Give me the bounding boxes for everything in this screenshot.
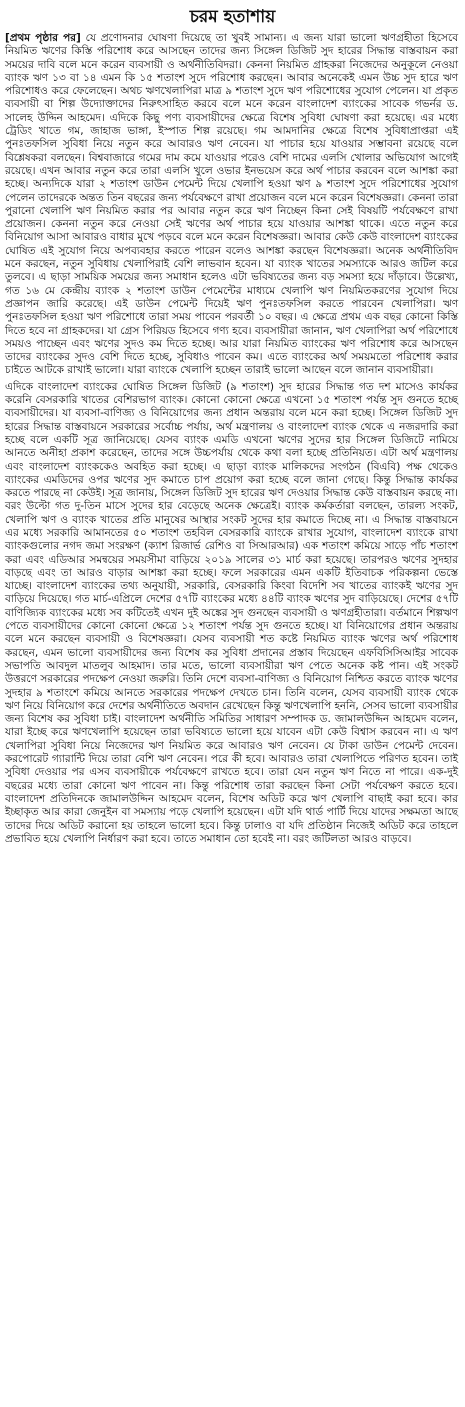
paragraph-2: এদিকে বাংলাদেশ ব্যাংকের ঘোষিত সিঙ্গেল ডিজিট (৯ শতাংশ) সুদ হারের সিদ্ধান্ত গত দশ মাসেও কার্যকর করেনি বেসরকারি খাতের বেশিরভাগ ব্যাংক। কোনো কোনো ক্ষেত্রে এখনো ১৫ শতাংশ পর্যন্ত সুদ গুনতে হচ্ছে ব্যবসায়ীদের। যা ব্যবসা-বাণিজ্য ও বিনিয়োগের জন্য প্রধান অন্তরায় বলে মনে করা হচ্ছে। সিঙ্গেল ডিজিট সুদ হারের সিদ্ধান্ত বাস্তবায়নে সরকারের সর্বোচ্চ পর্যায়, অর্থ মন্ত্রণালয় ও বাংলাদেশ ব্যাংক থেকে এ নজরদারি করা হচ্ছে বলে একটি সূত্র জানিয়েছে। যেসব ব্যাংক এমডি এখনো ঋণের সুদের হার সিঙ্গেল ডিজিটে নামিয়ে আনতে অনীহা প্রকাশ করেছেন, তাদের সঙ্গে উচ্চপর্যায় থেকে কথা বলা হচ্ছে প্রতিনিয়ত। এটা অর্থ মন্ত্রণালয় এবং বাংলাদেশ ব্যাংককেও অবহিত করা হচ্ছে। এ ছাড়া ব্যাংক মালিকদের সংগঠন (বিএবি) পক্ষ থেকেও ব্যাংকের এমডিদের ওপর ঋণের সুদ কমাতে চাপ প্রয়োগ করা হচ্ছে বলে জানা গেছে। কিন্তু সিদ্ধান্ত কার্যকর করতে পারছে না কেউই। সূত্র জানায়, সিঙ্গেল ডিজিট সুদ হারের ঋণ দেওয়ার সিদ্ধান্ত কেউ বাস্তবায়ন করছে না। বরং উল্টো গত দু-তিন মাসে সুদের হার বেড়েছে অনেক ক্ষেত্রেই। ব্যাংক কর্মকর্তারা বলছেন, তারল্য সংকট, খেলাপি ঋণ ও ব্যাংক খাতের প্রতি মানুষের আস্থার সংকট সুদের হার কমাতে দিচ্ছে না। এ সিদ্ধান্ত বাস্তবায়নে এর মধ্যে সরকারি আমানতের ৫০ শতাংশ তহবিল বেসরকারি ব্যাংকে রাখার সুযোগ, বাংলাদেশ ব্যাংকে রাখা ব্যাংকগুলোর নগদ জমা সংরক্ষণ (ক্যাশ রিজার্ভ রেশিও বা সিআরআর) এক শতাংশ কমিয়ে সাড়ে পাঁচ শতাংশ করা এবং এডিআর সমন্বয়ের সময়সীমা বাড়িয়ে ২০১৯ সালের ৩১ মার্চ করা হয়েছে। তারপরও ঋণের সুদহার বাড়ছে এবং তা আরও বাড়ার আশঙ্কা করা হচ্ছে। ফলে সরকারের এমন একটি ইতিবাচক পরিকল্পনা ভেস্তে যাচ্ছে। বাংলাদেশ ব্যাংকের তথ্য অনুযায়ী, সরকারি, বেসরকারি কিংবা বিদেশি সব খাতের ব্যাংকই ঋণের সুদ বাড়িয়ে দিয়েছে। গত মার্চ-এপ্রিলে দেশের ৫৭টি ব্যাংকের মধ্যে ৪৪টি ব্যাংক ঋণের সুদ বাড়িয়েছে। দেশের ৫৭টি বাণিজ্যিক ব্যাংকের মধ্যে সব কটিতেই এখন দুই অঙ্কের সুদ গুনছেন ব্যবসায়ী ও ঋণগ্রহীতারা। বর্তমানে শিল্পঋণ পেতে ব্যবসায়ীদের কোনো কোনো ক্ষেত্রে ১২ শতাংশ পর্যন্ত সুদ গুনতে হচ্ছে। যা বিনিয়োগের প্রধান অন্তরায় বলে মনে করছেন ব্যবসায়ী ও বিশেষজ্ঞরা। যেসব ব্যবসায়ী শত কষ্টে নিয়মিত ব্যাংক ঋণের অর্থ পরিশোধ করছেন, এমন ভালো ব্যবসায়ীদের জন্য বিশেষ কর সুবিধা প্রদানের প্রস্তাব দিয়েছেন এফবিসিসিআইর সাবেক সভাপতি আবদুল মাতলুব আহমাদ। তার মতে, ভালো ব্যবসায়ীরা ঋণ পেতে অনেক কষ্ট পান। এই সংকট উত্তরণে সরকারের পদক্ষেপ নেওয়া জরুরি। তিনি দেশে ব্যবসা-বাণিজ্য ও বিনিয়োগ নিশ্চিত করতে ব্যাংক ঋণের সুদহার ৯ শতাংশে কমিয়ে আনতে সরকারের পদক্ষেপ দেখতে চান। তিনি বলেন, যেসব ব্যবসায়ী ব্যাংক থেকে ঋণ নিয়ে বিনিয়োগ করে দেশের অর্থনীতিতে অবদান রেখেছেন কিন্তু ঋণখেলাপি হননি, সেসব ভালো ব্যবসায়ীর জন্য বিশেষ কর সুবিধা চাই। বাংলাদেশ অর্থনীতি সমিতির সাধারণ সম্পাদক ড. জামালউদ্দিন আহমেদ বলেন, যারা ইচ্ছে করে ঋণখেলাপি হয়েছেন তারা ভবিষ্যতে ভালো হয়ে যাবেন এটা কেউ বিশ্বাস করবেন না। এ ঋণ খেলাপিরা সুবিধা নিয়ে নিজেদের ঋণ নিয়মিত করে আবারও ঋণ নেবেন। যে টাকা ডাউন পেমেন্ট দেবেন। করপোরেট গ্যারান্টি দিয়ে তারা বেশি ঋণ নেবেন। পরে কী হবে। আবারও তারা খেলাপিতে পরিণত হবেন। তাই সুবিধা দেওয়ার পর এসব ব্যবসায়ীকে পর্যবেক্ষণে রাখতে হবে। তারা যেন নতুন ঋণ নিতে না পারে। এক-দুই বছরের মধ্যে তারা কোনো ঋণ পাবেন না। কিন্তু পরিশোধ তারা করছেন কিনা সেটা পর্যবেক্ষণ করতে হবে। বাংলাদেশ প্রতিদিনকে জামালউদ্দিন আহমেদ বলেন, বিশেষ অডিট করে ঋণ খেলাপি বাছাই করা হবে। কার ইচ্ছাকৃত আর কারা জেনুইন বা সমস্যায় পড়ে খেলাপি হয়েছেন। এটা যদি থার্ড পার্টি দিয়ে যাদের সক্ষমতা আছে তাদের দিয়ে অডিট করানো হয় তাহলে ভালো হবে। কিন্তু ঢালাও বা যদি প্রতিষ্ঠান নিজেই অডিট করে তাহলে প্রভাবিত হয়ে খেলাপি নির্ধারণ করা হবে। তাতে সমাধান তো হবেই না। বরং জটিলতা আরও বাড়বে। — [5, 380, 458, 845]
paragraph-1-text: যে প্রণোদনার ঘোষণা দিয়েছে তা খুবই সামান্য। এ জন্য যারা ভালো ঋণগ্রহীতা হিসেবে নিয়মিত ঋণের কিস্তি পরিশোধ করে আসছেন তাদের জন্য সিঙ্গেল ডিজিট সুদ হারের সিদ্ধান্ত বাস্তবায়ন করা সময়ের দাবি বলে মনে করেন ব্যবসায়ী ও অর্থনীতিবিদরা। কেননা নিয়মিত গ্রাহকরা নিজেদের অনুকূলে নেওয়া ব্যাংক ঋণ ১৩ বা ১৪ এমন কি ১৫ শতাংশ সুদে পরিশোধ করছেন। আবার অনেকেই এমন উচ্চ সুদ হারে ঋণ পরিশোধও করে ফেলেছেন। অথচ ঋণখেলাপিরা মাত্র ৯ শতাংশ সুদে ঋণ পরিশোধের সুযোগ পেলেন। যা প্রকৃত ব্যবসায়ী বা শিল্প উদ্যোক্তাদের নিরুৎসাহিত করবে বলে মনে করেন বাংলাদেশ ব্যাংকের সাবেক গভর্নর ড. সালেহ উদ্দিন আহমেদ। এদিকে কিছু পণ্য ব্যবসায়ীদের ক্ষেত্রে বিশেষ সুবিধা ঘোষণা করা হয়েছে। এর মধ্যে ট্রেডিং খাতে গম, জাহাজ ভাঙ্গা, ইস্পাত শিল্প রয়েছে। গম আমদানির ক্ষেত্রে বিশেষ সুবিধাপ্রাপ্তরা এই পুনঃতফসিল সুবিধা নিয়ে নতুন করে আবারও ঋণ নেবেন। যা পাচার হয়ে যাওয়ার সম্ভাবনা রয়েছে বলে বিশ্লেষকরা বলছেন। বিশ্ববাজারে গমের দাম কমে যাওয়ার পরেও বেশি দামের এলসি খোলার অভিযোগ আগেই রয়েছে। এখন আবার নতুন করে তারা এলসি খুলে ওভার ইনভয়েস করে অর্থ পাচার করবেন বলে আশঙ্কা করা হচ্ছে। অন্যদিকে যারা ২ শতাংশ ডাউন পেমেন্ট দিয়ে খেলাপি হওয়া ঋণ ৯ শতাংশ সুদে পরিশোধের সুযোগ পেলেন তাদেরকে অন্তত তিন বছরের জন্য পর্যবেক্ষণে রাখা প্রয়োজন বলে মনে করেন বিশেষজ্ঞরা। কেননা তারা পুরানো খেলাপি ঋণ নিয়মিত করার পর আবার নতুন করে ঋণ নিচ্ছেন কিনা সেই বিষয়টি পর্যবেক্ষণে রাখা প্রয়োজন। কেননা নতুন করে নেওয়া সেই ঋণের অর্থ পাচার হয়ে যাওয়ার আশঙ্কা থাকে। এতে নতুন করে বিনিয়োগ আসা আবারও বাধার মুখে পড়বে বলে মনে করেন বিশেষজ্ঞরা। আবার কেউ কেউ বাংলাদেশ ব্যাংকের ঘোষিত এই সুযোগ নিয়ে অপব্যবহার করতে পারেন বলেও আশঙ্কা করছেন বিশেষজ্ঞরা। অনেক অর্থনীতিবিদ মনে করছেন, নতুন সুবিধায় খেলাপিরাই বেশি লাভবান হবেন। যা ব্যাংক খাতের সমস্যাকে আরও জটিল করে তুলবে। এ ছাড়া সাময়িক সময়ের জন্য সমাধান হলেও এটা ভবিষ্যতের জন্য বড় সমস্যা হয়ে দাঁড়াবে। উল্লেখ্য, গত ১৬ মে কেন্দ্রীয় ব্যাংক ২ শতাংশ ডাউন পেমেন্টের মাধ্যমে খেলাপি ঋণ নিয়মিতকরণের সুযোগ দিয়ে প্রজ্ঞাপন জারি করেছে। এই ডাউন পেমেন্ট দিয়েই ঋণ পুনঃতফসিল করতে পারবেন খেলাপিরা। ঋণ পুনঃতফসিল হওয়া ঋণ পরিশোধে তারা সময় পাবেন পরবর্তী ১০ বছর। এ ক্ষেত্রে প্রথম এক বছর কোনো কিস্তি দিতে হবে না গ্রাহকদের। যা গ্রেস পিরিয়ড হিসেবে গণ্য হবে। ব্যবসায়ীরা জানান, ঋণ খেলাপিরা অর্থ পরিশোধে সময়ও পাচ্ছেন এবং ঋণের সুদও কম দিতে হচ্ছে। আর যারা নিয়মিত ব্যাংকের ঋণ পরিশোধ করে আসছেন তাদের ব্যাংকের সুদও বেশি দিতে হচ্ছে, সুবিধাও পাবেন কম। এতে ব্যাংকের অর্থ সময়মতো পরিশোধ করার চাইতে আটকে রাখাই ভালো। যারা ব্যাংকে খেলাপি হচ্ছেন তারাই ভালো আছেন বলে জানান ব্যবসায়ীরা। — [5, 32, 458, 377]
continued-from-front-page-label: [প্রথম পৃষ্ঠার পর] — [5, 32, 81, 44]
paragraph-1 — [5, 32, 458, 378]
headline: চরম হতাশায় — [189, 7, 276, 27]
article-body — [0, 32, 465, 846]
